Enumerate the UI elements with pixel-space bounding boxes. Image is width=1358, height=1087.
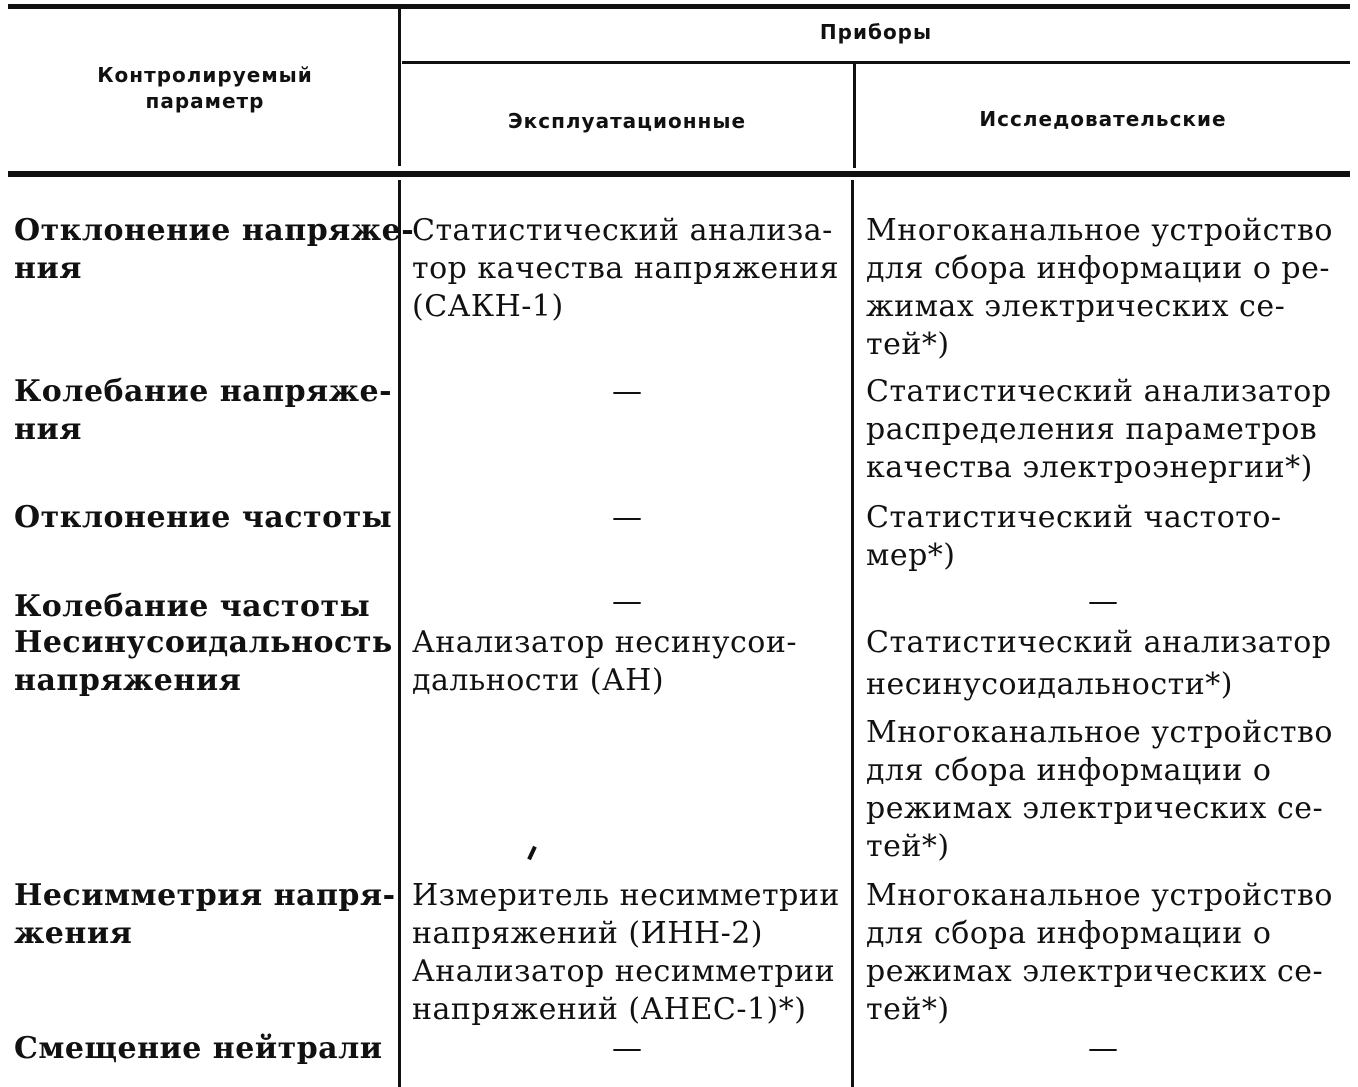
row-1-param-line-2: ния <box>14 251 82 286</box>
row-7-param-line-1: Смещение нейтрали <box>14 1031 383 1066</box>
row-3-research-line-2: мер*) <box>866 538 956 573</box>
row-6-research-line-3: режимах электрических се- <box>866 954 1324 989</box>
row-3-research-line-1: Статистический частото- <box>866 500 1282 535</box>
row-1-research-line-1: Многоканальное устройство <box>866 213 1333 248</box>
row-1-research-line-2: для сбора информации о ре- <box>866 251 1331 286</box>
row-4-param-line-1: Колебание частоты <box>14 589 371 624</box>
row-6-operational <box>412 877 842 1029</box>
row-5-operational-line-1: Анализатор несинусои- <box>412 625 797 660</box>
row-4-param <box>14 588 389 626</box>
stray-ink-mark <box>527 846 537 860</box>
row-7-research-dash: — <box>1088 1031 1118 1066</box>
row-2-param-line-1: Колебание напряже- <box>14 374 393 409</box>
row-5-param <box>14 624 393 700</box>
row-1-research-line-3: жимах электрических се- <box>866 289 1286 324</box>
row-3-param <box>14 499 393 537</box>
row-6-research-line-4: тей*) <box>866 992 950 1027</box>
row-2-research-line-2: распределения параметров <box>866 412 1318 447</box>
row-5-param-line-1: Несинусоидальность <box>14 625 393 660</box>
row-1-param <box>14 212 415 288</box>
row-4-research-dash: — <box>1088 584 1118 619</box>
header-research: Исследовательские <box>979 107 1227 131</box>
row-4-operational-dash: — <box>612 584 642 619</box>
row-3-research <box>866 499 1348 575</box>
table-top-rule <box>8 4 1350 9</box>
header-controlled-parameter: Контролируемый параметр <box>97 63 313 113</box>
column-divider-2-body <box>851 180 854 1087</box>
row-1-research <box>866 212 1348 364</box>
header-bottom-rule <box>8 171 1350 177</box>
row-2-research-line-3: качества электроэнергии*) <box>866 450 1313 485</box>
row-1-operational-line-2: тор качества напряжения <box>412 251 840 286</box>
row-1-research-line-4: тей*) <box>866 327 950 362</box>
row-5-research-line-3: Многоканальное устройство <box>866 715 1333 750</box>
row-2-param <box>14 373 393 449</box>
row-1-operational <box>412 212 842 326</box>
row-1-operational-line-3: (САКН-1) <box>412 289 564 324</box>
row-6-operational-line-3: Анализатор несимметрии <box>412 954 836 989</box>
row-6-param-line-1: Несимметрия напря- <box>14 878 396 913</box>
row-2-operational-dash: — <box>612 374 642 409</box>
row-6-operational-line-1: Измеритель несимметрии <box>412 878 840 913</box>
row-2-research <box>866 373 1348 487</box>
row-2-param-line-2: ния <box>14 412 82 447</box>
row-6-param <box>14 877 396 953</box>
row-5-param-line-2: напряжения <box>14 663 242 698</box>
row-5-operational-line-2: дальности (АН) <box>412 663 665 698</box>
column-divider-1-header <box>398 9 401 166</box>
row-1-param-line-1: Отклонение напряже- <box>14 213 415 248</box>
row-6-research <box>866 877 1348 1029</box>
row-3-operational-dash: — <box>612 500 642 535</box>
row-6-operational-line-4: напряжений (АНЕС-1)*) <box>412 992 807 1027</box>
row-7-param <box>14 1030 389 1068</box>
row-6-operational-line-2: напряжений (ИНН-2) <box>412 916 763 951</box>
header-operational: Эксплуатационные <box>507 109 747 133</box>
row-1-operational-line-1: Статистический анализа- <box>412 213 833 248</box>
header-sub-rule <box>402 61 1350 64</box>
row-5-research-line-1: Статистический анализатор <box>866 625 1332 660</box>
row-5-research-line-2: несинусоидальности*) <box>866 667 1233 702</box>
row-6-research-line-1: Многоканальное устройство <box>866 878 1333 913</box>
row-6-param-line-2: жения <box>14 916 133 951</box>
row-2-research-line-1: Статистический анализатор <box>866 374 1332 409</box>
column-divider-1-body <box>398 180 401 1087</box>
row-5-research-line-5: режимах электрических се- <box>866 791 1324 826</box>
row-5-operational <box>412 624 842 700</box>
row-5-research-line-4: для сбора информации о <box>866 753 1272 788</box>
row-7-operational-dash: — <box>612 1031 642 1066</box>
row-3-param-line-1: Отклонение частоты <box>14 500 393 535</box>
row-6-research-line-2: для сбора информации о <box>866 916 1272 951</box>
header-instruments: Приборы <box>819 20 933 44</box>
row-5-research <box>866 624 1348 866</box>
row-5-research-line-6: тей*) <box>866 829 950 864</box>
